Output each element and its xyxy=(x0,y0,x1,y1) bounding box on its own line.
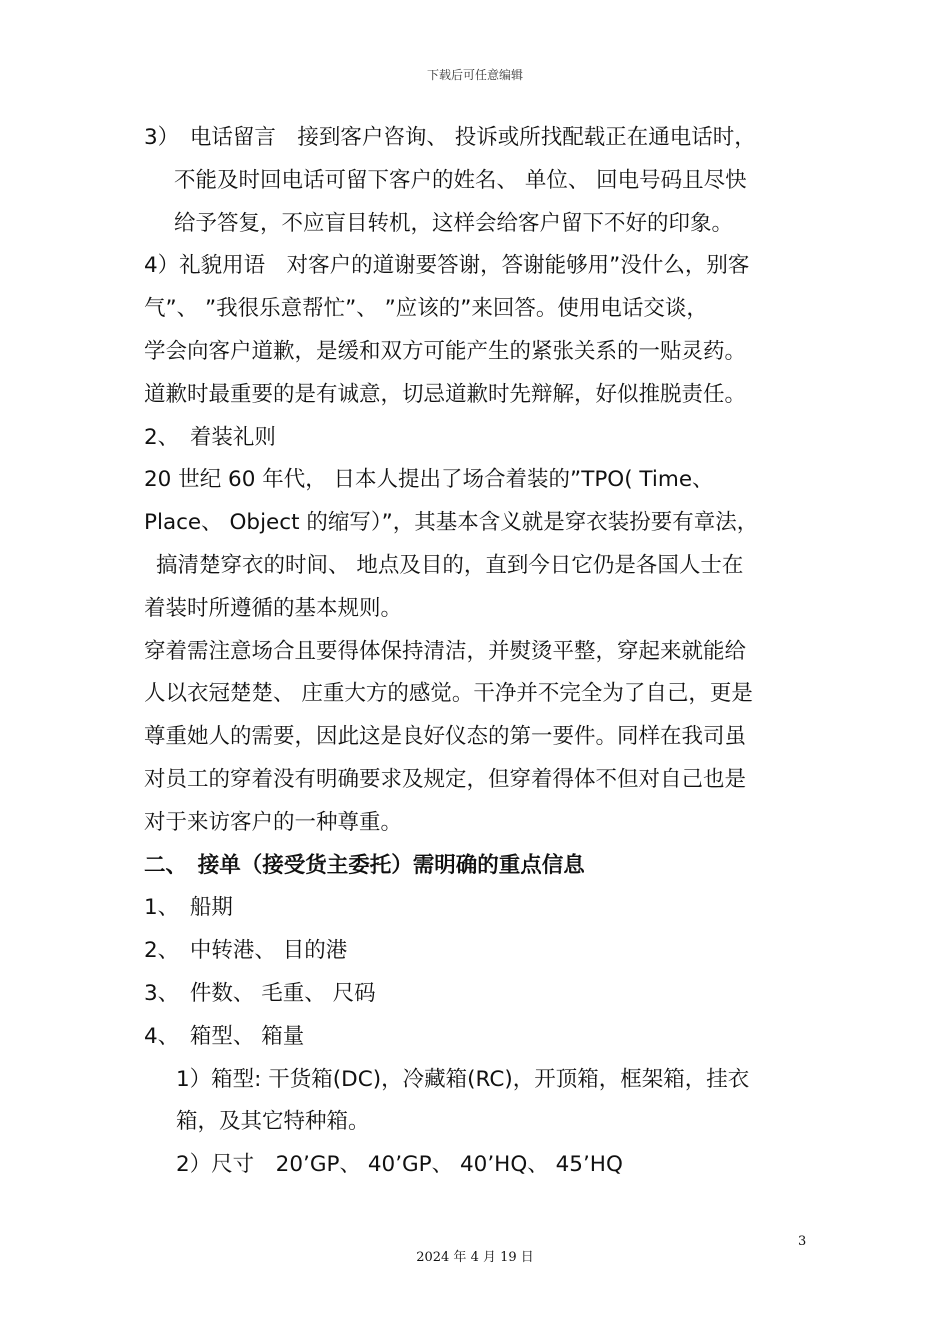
text-line: 20 世纪 60 年代， 日本人提出了场合着装的”TPO( Time、 xyxy=(144,467,714,493)
text-line: 学会向客户道歉，是缓和双方可能产生的紧张关系的一贴灵药。 xyxy=(144,338,747,364)
sub-list-item: 2）尺寸 20’GP、 40’GP、 40’HQ、 45’HQ xyxy=(176,1152,623,1178)
text-line: 不能及时回电话可留下客户的姓名、 单位、 回电号码且尽快 xyxy=(174,167,747,193)
list-item: 2、 中转港、 目的港 xyxy=(144,938,348,964)
text-line: 尊重她人的需要，因此这是良好仪态的第一要件。同样在我司虽 xyxy=(144,724,747,750)
text-line: 4）礼貌用语 对客户的道谢要答谢，答谢能够用”没什么，别客 xyxy=(144,253,750,279)
text-line: 人以衣冠楚楚、 庄重大方的感觉。干净并不完全为了自己，更是 xyxy=(144,681,753,707)
text-line: 3） 电话留言 接到客户咨询、 投诉或所找配载正在通电话时， xyxy=(144,125,756,150)
text-line: 给予答复，不应盲目转机，这样会给客户留下不好的印象。 xyxy=(174,210,734,236)
page-header: 下载后可任意编辑 xyxy=(426,68,523,82)
list-item: 4、 箱型、 箱量 xyxy=(144,1023,305,1049)
page-footer-date: 2024 年 4 月 19 日 xyxy=(416,1250,534,1265)
list-item: 3、 件数、 毛重、 尺码 xyxy=(144,980,376,1006)
text-line: 搞清楚穿衣的时间、 地点及目的，直到今日它仍是各国人士在 xyxy=(156,552,744,578)
sub-list-item: 箱，及其它特种箱。 xyxy=(176,1109,370,1135)
text-line: 对员工的穿着没有明确要求及规定，但穿着得体不但对自己也是 xyxy=(144,766,747,792)
text-line: 对于来访客户的一种尊重。 xyxy=(144,809,403,835)
section-heading: 2、 着装礼则 xyxy=(144,424,276,450)
text-line: 道歉时最重要的是有诚意，切忌道歉时先辩解，好似推脱责任。 xyxy=(144,381,747,407)
text-line: 着装时所遵循的基本规则。 xyxy=(144,595,403,621)
text-line: 穿着需注意场合且要得体保持清洁，并熨烫平整，穿起来就能给 xyxy=(144,638,747,664)
page-number: 3 xyxy=(798,1234,807,1249)
text-line: 气”、 ”我很乐意帮忙”、 ”应该的”来回答。使用电话交谈， xyxy=(144,296,708,322)
document-body xyxy=(144,117,812,1187)
sub-list-item: 1）箱型: 干货箱(DC)，冷藏箱(RC)，开顶箱，框架箱，挂衣 xyxy=(176,1066,750,1092)
section-heading-bold: 二、 接单（接受货主委托）需明确的重点信息 xyxy=(144,852,585,878)
list-item: 1、 船期 xyxy=(144,895,233,921)
text-line: Place、 Object 的缩写）”，其基本含义就是穿衣装扮要有章法， xyxy=(144,510,759,536)
